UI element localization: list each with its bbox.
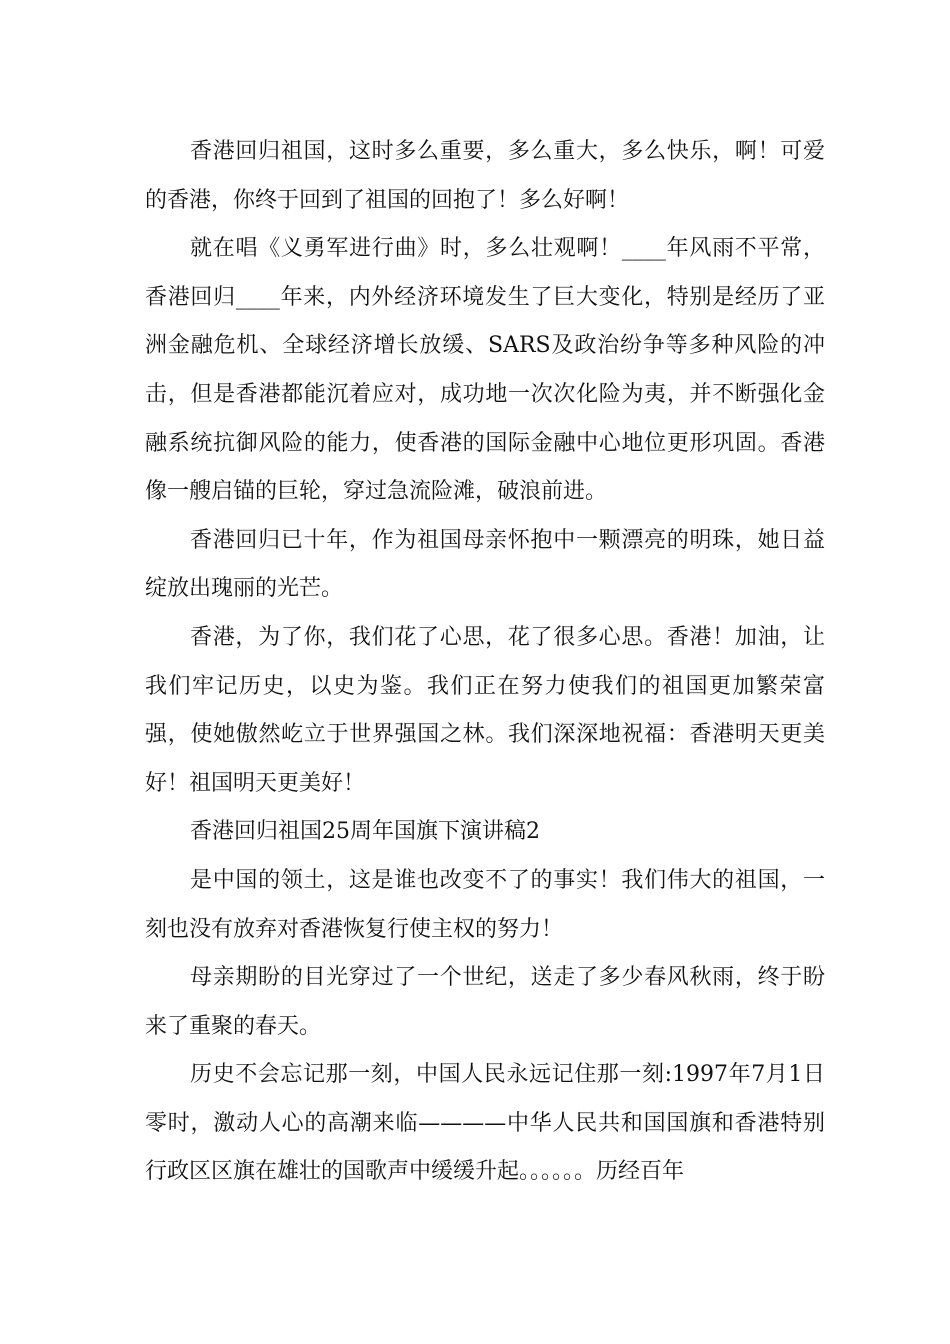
paragraph-3: 香港回归已十年，作为祖国母亲怀抱中一颗漂亮的明珠，她日益绽放出瑰丽的光芒。 bbox=[145, 527, 825, 602]
paragraph-5: 是中国的领土，这是谁也改变不了的事实！我们伟大的祖国，一刻也没有放弃对香港恢复行使主权的努力！ bbox=[145, 867, 825, 942]
paragraph-2: 就在唱《义勇军进行曲》时，多么壮观啊！____年风雨不平常，香港回归____年来，内外经济环境发生了巨大变化，特别是经历了亚洲金融危机、全球经济增长放缓、SARS及政治纷争等多种风险的冲击，但是香港都能沉着应对，成功地一次次化险为夷，并不断强化金融系统抗御风险的能力，使香港的国际金融中心地位更形巩固。香港像一艘启锚的巨轮，穿过急流险滩，破浪前进。 bbox=[145, 236, 825, 505]
paragraph-1: 香港回归祖国，这时多么重要，多么重大，多么快乐，啊！可爱的香港，你终于回到了祖国的回抱了！多么好啊！ bbox=[145, 139, 825, 213]
section-heading: 香港回归祖国25周年国旗下演讲稿2 bbox=[190, 819, 540, 845]
paragraph-4: 香港，为了你，我们花了心思，花了很多心思。香港！加油，让我们牢记历史，以史为鉴。我们正在努力使我们的祖国更加繁荣富强，使她傲然屹立于世界强国之林。我们深深地祝福：香港明天更美好！祖国明天更美好！ bbox=[145, 624, 825, 796]
document-body bbox=[145, 128, 825, 1197]
paragraph-7: 历史不会忘记那一刻，中国人民永远记住那一刻:1997年7月1日零时，激动人心的高潮来临————中华人民共和国国旗和香港特别行政区区旗在雄壮的国歌声中缓缓升起。。。。。。历经百年 bbox=[145, 1062, 825, 1185]
paragraph-6: 母亲期盼的目光穿过了一个世纪，送走了多少春风秋雨，终于盼来了重聚的春天。 bbox=[145, 965, 825, 1039]
